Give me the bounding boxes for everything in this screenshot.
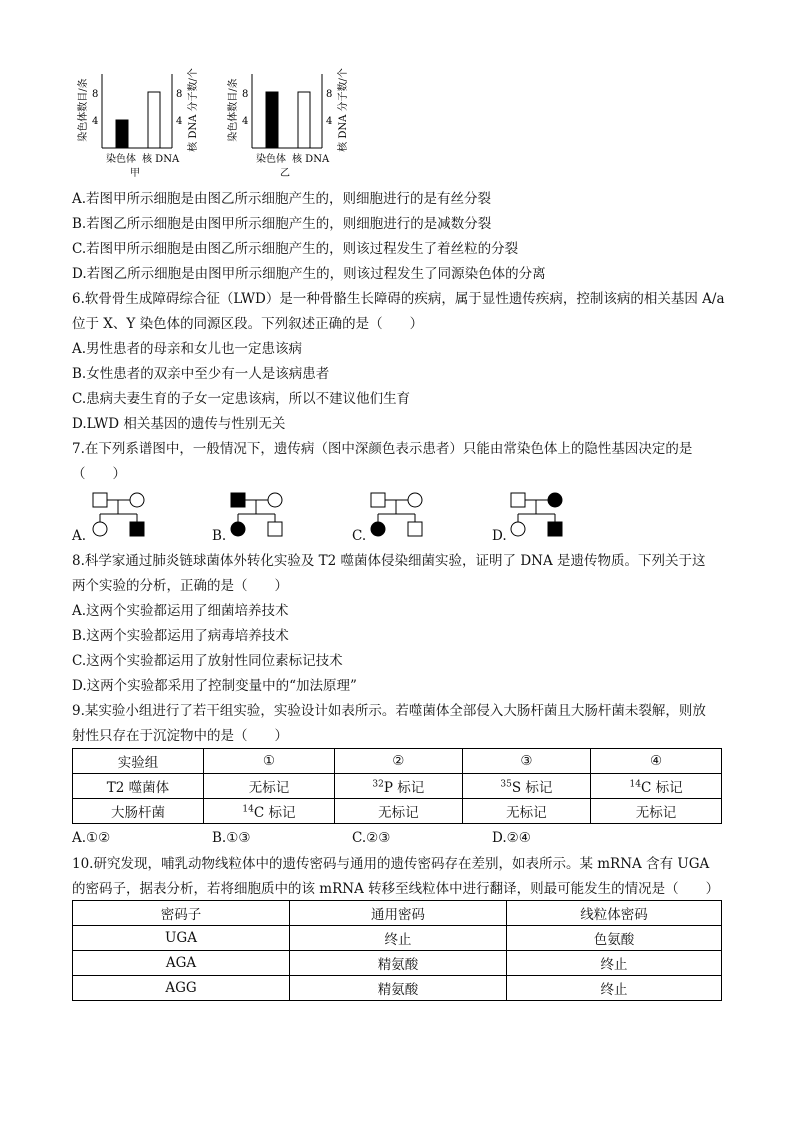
bar-chromosome — [116, 120, 128, 148]
table-cell: 精氨酸 — [290, 951, 507, 976]
table-cell: 终止 — [290, 926, 507, 951]
q10-stem-line1: 10.研究发现，哺乳动物线粒体中的遗传密码与通用的遗传密码存在差别，如表所示。某 mRNA 含有 UGA — [72, 856, 710, 872]
isotope-mass: 14 — [629, 779, 641, 790]
table-cell: ④ — [591, 749, 722, 774]
q8-option-c: C.这两个实验都运用了放射性同位素标记技术 — [72, 653, 343, 669]
q10-stem-line2: 的密码子，据表分析，若将细胞质中的该 mRNA 转移至线粒体中进行翻译，则最可能发生的情况是（ ） — [72, 881, 720, 897]
table-cell: 色氨酸 — [507, 926, 722, 951]
isotope-mass: 14 — [242, 804, 254, 815]
pedigree-c — [366, 488, 436, 544]
q5-option-c: C.若图甲所示细胞是由图乙所示细胞产生的，则该过程发生了着丝粒的分裂 — [72, 241, 519, 257]
x-label-dna: 核 DNA — [142, 154, 180, 165]
table-cell: 终止 — [507, 951, 722, 976]
table-cell: 无标记 — [591, 799, 722, 824]
left-axis-label: 染色体数目/条 — [78, 78, 89, 142]
bar-dna — [298, 92, 310, 148]
table-cell: 实验组 — [73, 749, 204, 774]
table-cell: 大肠杆菌 — [73, 799, 204, 824]
table-cell: T2 噬菌体 — [73, 774, 204, 799]
bar-chart-yi — [222, 62, 372, 180]
q6-option-d: D.LWD 相关基因的遗传与性别无关 — [72, 416, 286, 432]
q8-stem-line2: 两个实验的分析，正确的是（ ） — [72, 578, 288, 594]
q9-table — [72, 748, 722, 824]
bar-chromosome — [266, 92, 278, 148]
table-cell: 无标记 — [462, 799, 590, 824]
table-cell: 精氨酸 — [290, 976, 507, 1001]
q7-option-a-label: A. — [72, 528, 87, 544]
q9-option-b: B.①③ — [212, 830, 251, 846]
tick-4: 4 — [242, 116, 249, 127]
q7-stem-line1: 7.在下列系谱图中，一般情况下，遗传病（图中深颜色表示患者）只能由常染色体上的隐性基因决定的是 — [72, 441, 693, 457]
table-cell: 无标记 — [334, 799, 462, 824]
q9-option-c: C.②③ — [352, 830, 391, 846]
q7-option-d-label: D. — [492, 528, 507, 544]
q6-option-b: B.女性患者的双亲中至少有一人是该病患者 — [72, 366, 330, 382]
q6-stem-line1: 6.软骨骨生成障碍综合征（LWD）是一种骨骼生长障碍的疾病，属于显性遗传疾病，控制该病的相关基因 A/a — [72, 291, 725, 307]
table-row — [73, 976, 722, 1001]
isotope-mass: 32 — [372, 779, 384, 790]
table-cell: ③ — [462, 749, 590, 774]
figure-caption-jia: 甲 — [130, 168, 140, 179]
pedigree-a — [88, 488, 158, 544]
x-label-chromosome: 染色体 — [256, 154, 286, 165]
right-tick-4: 4 — [176, 116, 183, 127]
table-cell: 终止 — [507, 976, 722, 1001]
right-axis-label: 核 DNA 分子数/个 — [338, 68, 349, 152]
bar-chart-jia — [72, 62, 222, 180]
cell-text: P 标记 — [383, 780, 425, 796]
table-row — [73, 774, 722, 799]
pedigree-b — [226, 488, 296, 544]
q7-option-b-label: B. — [212, 528, 227, 544]
right-tick-8: 8 — [176, 89, 183, 100]
q8-option-a: A.这两个实验都运用了细菌培养技术 — [72, 603, 289, 619]
tick-8: 8 — [92, 89, 99, 100]
q8-option-d: D.这两个实验都采用了控制变量中的“加法原理” — [72, 678, 357, 694]
q9-option-d: D.②④ — [492, 830, 531, 846]
q6-option-a: A.男性患者的母亲和女儿也一定患该病 — [72, 341, 303, 357]
table-cell: ② — [334, 749, 462, 774]
q5-option-d: D.若图乙所示细胞是由图甲所示细胞产生的，则该过程发生了同源染色体的分离 — [72, 266, 546, 282]
table-cell — [591, 774, 722, 799]
q5-option-b: B.若图乙所示细胞是由图甲所示细胞产生的，则细胞进行的是减数分裂 — [72, 216, 492, 232]
isotope-mass: 35 — [500, 779, 512, 790]
figure-area — [72, 62, 472, 180]
table-row — [73, 901, 722, 926]
table-row — [73, 926, 722, 951]
q6-stem-line2: 位于 X、Y 染色体的同源区段。下列叙述正确的是（ ） — [72, 316, 424, 332]
q9-option-a: A.①② — [72, 830, 111, 846]
left-axis-label: 染色体数目/条 — [228, 78, 239, 142]
table-cell: 线粒体密码 — [507, 901, 722, 926]
q7-stem-line2: （ ） — [72, 466, 126, 482]
q10-table — [72, 900, 722, 1001]
x-label-dna: 核 DNA — [292, 154, 330, 165]
bar-dna — [148, 92, 160, 148]
table-cell: AGG — [73, 976, 290, 1001]
cell-text: S 标记 — [511, 780, 553, 796]
table-row — [73, 799, 722, 824]
tick-4: 4 — [92, 116, 99, 127]
q6-option-c: C.患病夫妻生育的子女一定患该病，所以不建议他们生育 — [72, 391, 411, 407]
table-cell — [462, 774, 590, 799]
table-cell: UGA — [73, 926, 290, 951]
table-cell — [204, 799, 335, 824]
q8-option-b: B.这两个实验都运用了病毒培养技术 — [72, 628, 289, 644]
cell-text: C 标记 — [253, 805, 296, 821]
q9-stem-line2: 射性只存在于沉淀物中的是（ ） — [72, 728, 288, 744]
tick-8: 8 — [242, 89, 249, 100]
q8-stem-line1: 8.科学家通过肺炎链球菌体外转化实验及 T2 噬菌体侵染细菌实验，证明了 DNA 是遗传物质。下列关于这 — [72, 553, 706, 569]
cell-text: C 标记 — [640, 780, 683, 796]
right-tick-4: 4 — [326, 116, 333, 127]
table-row — [73, 951, 722, 976]
right-tick-8: 8 — [326, 89, 333, 100]
table-cell — [334, 774, 462, 799]
q7-option-c-label: C. — [352, 528, 367, 544]
pedigree-d — [506, 488, 576, 544]
figure-caption-yi: 乙 — [280, 168, 290, 179]
table-cell: AGA — [73, 951, 290, 976]
table-cell: ① — [204, 749, 335, 774]
q5-option-a: A.若图甲所示细胞是由图乙所示细胞产生的，则细胞进行的是有丝分裂 — [72, 191, 492, 207]
q9-stem-line1: 9.某实验小组进行了若干组实验，实验设计如表所示。若噬菌体全部侵入大肠杆菌且大肠杆菌未裂解，则放 — [72, 703, 706, 719]
table-row — [73, 749, 722, 774]
table-cell: 无标记 — [204, 774, 335, 799]
table-cell: 通用密码 — [290, 901, 507, 926]
table-cell: 密码子 — [73, 901, 290, 926]
x-label-chromosome: 染色体 — [106, 154, 136, 165]
right-axis-label: 核 DNA 分子数/个 — [188, 68, 199, 152]
